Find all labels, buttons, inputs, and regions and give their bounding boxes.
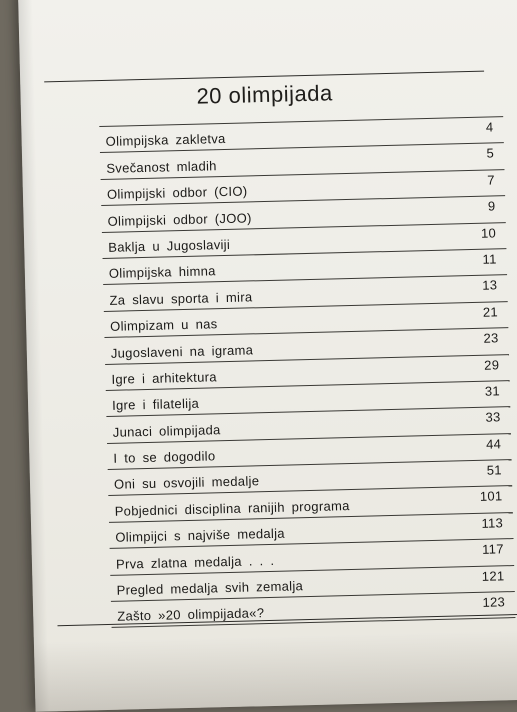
toc-entry-title: Jugoslaveni na igrama [110, 341, 254, 361]
book-page [18, 0, 517, 712]
toc-entry-title: Za slavu sporta i mira [109, 289, 253, 308]
table-of-contents [99, 116, 515, 628]
toc-entry-title: Baklja u Jugoslaviji [108, 236, 231, 255]
toc-entry-page-number: 7 [487, 172, 495, 188]
toc-entry-title: Zašto »20 olimpijada«? [117, 605, 265, 625]
page-shadow [34, 629, 517, 712]
toc-entry-page-number: 4 [485, 119, 494, 135]
toc-entry-page-number: 51 [486, 462, 503, 478]
toc-entry-page-number: 101 [479, 488, 503, 505]
toc-entry-page-number: 21 [482, 304, 499, 320]
toc-entry-page-number: 117 [481, 541, 504, 558]
toc-entry-title: Olimpijska himna [108, 263, 216, 282]
toc-entry-page-number: 33 [485, 409, 501, 426]
toc-entry-page-number: 23 [483, 330, 499, 346]
page-title: 20 olimpijada [196, 80, 333, 109]
toc-entry-title: Pregled medalja svih zemalja [116, 578, 304, 598]
toc-entry-title: Junaci olimpijada [112, 421, 221, 440]
toc-entry-page-number: 11 [482, 251, 497, 267]
toc-entry-title: Olimpijci s najviše medalja [115, 525, 286, 546]
toc-entry-title: Olimpijski odbor (JOO) [107, 209, 252, 229]
toc-entry-title: Igre i filatelija [111, 395, 200, 414]
toc-entry-title: I to se dogodilo [113, 448, 216, 466]
toc-entry-title: Olimpizam u nas [110, 316, 218, 334]
toc-entry-title: Igre i arhitektura [111, 369, 217, 387]
toc-entry-title: Svečanost mladih [106, 157, 217, 176]
toc-entry-page-number: 44 [485, 436, 502, 452]
toc-entry-page-number: 121 [481, 567, 505, 584]
toc-entry-page-number: 113 [481, 515, 504, 531]
toc-entry-page-number: 10 [480, 224, 497, 241]
toc-entry-title: Olimpijska zakletva [105, 131, 226, 150]
toc-entry-title: Prva zlatna medalja . . . [115, 552, 275, 572]
toc-entry-title: Pobjednici disciplina ranijih programa [114, 497, 350, 519]
toc-entry-page-number: 123 [482, 594, 506, 610]
toc-entry-title: Olimpijski odbor (CIO) [106, 183, 248, 203]
toc-entry-page-number: 13 [482, 277, 498, 294]
toc-entry-page-number: 5 [486, 145, 495, 161]
toc-entry-page-number: 29 [484, 356, 500, 373]
toc-entry-page-number: 9 [487, 198, 496, 214]
toc-entry-page-number: 31 [484, 383, 501, 399]
toc-entry-title: Oni su osvojili medalje [113, 473, 260, 493]
